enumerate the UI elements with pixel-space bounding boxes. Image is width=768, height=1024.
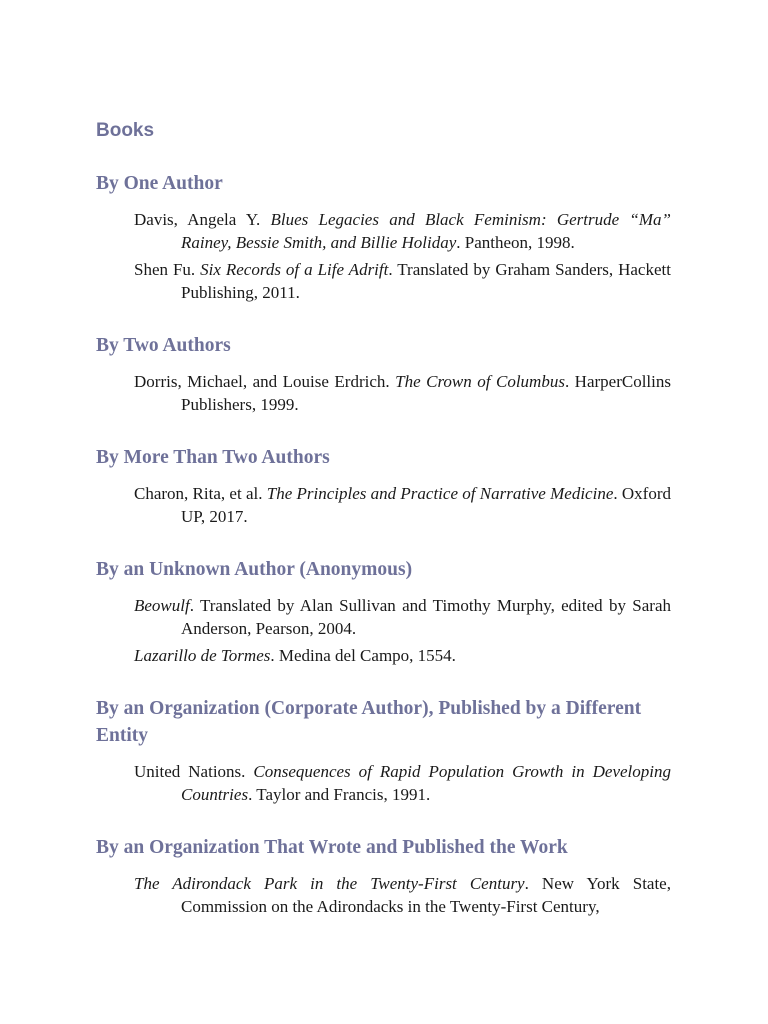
citation-title: The Crown of Columbus [395, 372, 565, 391]
citation-text: Charon, Rita, et al. [134, 484, 267, 503]
citation-section [96, 332, 671, 416]
section-heading: By an Organization That Wrote and Published the Work [96, 837, 568, 858]
citation-entry [134, 594, 671, 640]
citation-entry [134, 370, 671, 416]
document-page [96, 118, 671, 922]
section-heading: By More Than Two Authors [96, 447, 330, 468]
citation-section [96, 444, 671, 528]
citation-title: Beowulf [134, 596, 190, 615]
page-title: Books [96, 120, 155, 141]
citation-entry [134, 208, 671, 254]
section-heading: By One Author [96, 173, 223, 194]
citation-list [134, 594, 671, 667]
citation-list [134, 482, 671, 528]
citation-text: . Translated by Alan Sullivan and Timothy Murphy, edited by Sarah Anderson, Pearson, 2004. [181, 596, 671, 638]
citation-title: Lazarillo de Tormes [134, 646, 271, 665]
citation-entry [134, 482, 671, 528]
citation-section [96, 834, 671, 918]
citation-list [134, 872, 671, 918]
citation-text: Shen Fu. [134, 260, 201, 279]
citation-text: . New York State, Commission on the Adirondacks in the Twenty-First Century, [181, 874, 671, 916]
citation-title: The Adirondack Park in the Twenty-First Century [134, 874, 525, 893]
citation-title: Six Records of a Life Adrift [200, 260, 389, 279]
citation-list [134, 208, 671, 304]
citation-list [134, 370, 671, 416]
citation-text: . Pantheon, 1998. [456, 233, 575, 252]
citation-section [96, 556, 671, 667]
citation-text: . Taylor and Francis, 1991. [248, 785, 431, 804]
citation-title: The Principles and Practice of Narrative Medicine [266, 484, 614, 503]
citation-text: . HarperCollins Publishers, 1999. [181, 372, 671, 414]
citation-text: . Translated by Graham Sanders, Hackett Publishing, 2011. [181, 260, 671, 302]
citation-section [96, 695, 671, 806]
citation-text: . Oxford UP, 2017. [181, 484, 671, 526]
citation-entry [134, 644, 671, 667]
citation-title: Blues Legacies and Black Feminism: Gertrude “Ma” Rainey, Bessie Smith, and Billie Holiday [181, 210, 671, 252]
citation-title: Consequences of Rapid Population Growth in Developing Countries [181, 762, 671, 804]
sections-container [96, 170, 671, 918]
citation-list [134, 760, 671, 806]
section-heading: By an Unknown Author (Anonymous) [96, 559, 413, 580]
section-heading: By Two Authors [96, 335, 231, 356]
citation-text: Davis, Angela Y. [134, 210, 271, 229]
citation-text: United Nations. [134, 762, 254, 781]
citation-text: Dorris, Michael, and Louise Erdrich. [134, 372, 396, 391]
citation-section [96, 170, 671, 304]
section-heading: By an Organization (Corporate Author), Published by a Different Entity [96, 698, 642, 746]
citation-text: . Medina del Campo, 1554. [270, 646, 456, 665]
citation-entry [134, 258, 671, 304]
citation-entry [134, 872, 671, 918]
citation-entry [134, 760, 671, 806]
